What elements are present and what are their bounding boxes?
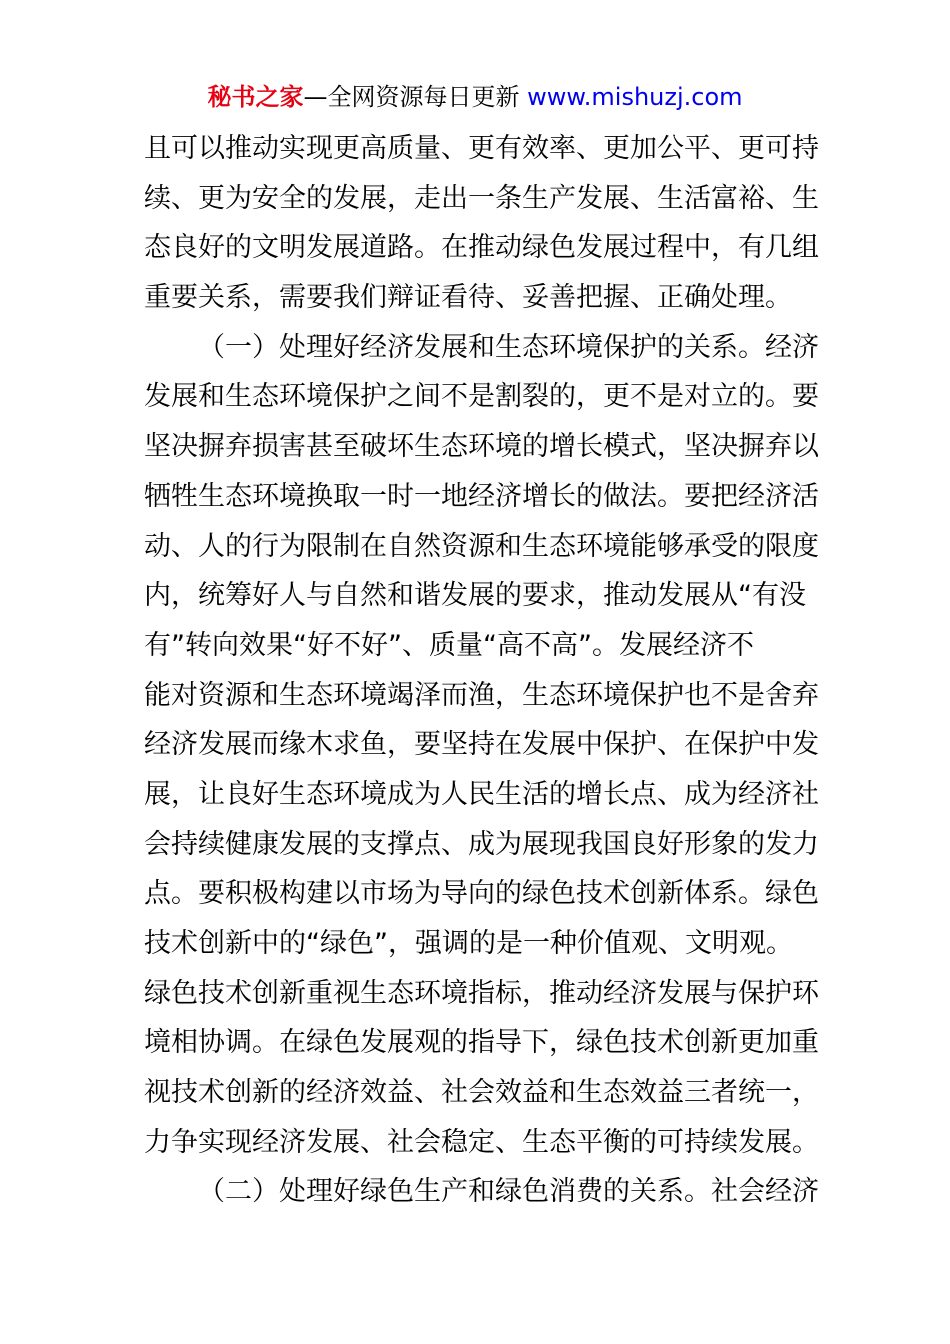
text-line: 境相协调。在绿色发展观的指导下，绿色技术创新更加重: [144, 1027, 819, 1059]
text-line: 坚决摒弃损害甚至破坏生态环境的增长模式，坚决摒弃以: [144, 431, 819, 463]
text-line: 牺牲生态环境换取一时一地经济增长的做法。要把经济活: [144, 480, 819, 512]
section-heading-line: （二）处理好绿色生产和绿色消费的关系。社会经济: [198, 1176, 819, 1208]
text-line: 态良好的文明发展道路。在推动绿色发展过程中，有几组: [144, 232, 819, 264]
text-line: 且可以推动实现更高质量、更有效率、更加公平、更可持: [144, 133, 819, 164]
page-header: [0, 80, 950, 114]
text-line: 技术创新中的“绿色”，强调的是一种价值观、文明观。: [144, 928, 793, 959]
brand-name: 秘书之家: [207, 83, 304, 111]
text-line: 会持续健康发展的支撑点、成为展现我国良好形象的发力: [144, 828, 819, 860]
document-body: [144, 124, 824, 1217]
text-line: 续、更为安全的发展，走出一条生产发展、生活富裕、生: [144, 182, 819, 214]
text-line: 绿色技术创新重视生态环境指标，推动经济发展与保护环: [144, 977, 819, 1009]
header-tagline: —全网资源每日更新: [303, 83, 528, 111]
text-line: 视技术创新的经济效益、社会效益和生态效益三者统一，: [144, 1077, 819, 1109]
text-line: 发展和生态环境保护之间不是割裂的，更不是对立的。要: [144, 381, 819, 413]
website-link[interactable]: www.mishuzj.com: [527, 83, 743, 111]
text-line: 重要关系，需要我们辩证看待、妥善把握、正确处理。: [144, 282, 792, 314]
text-line: 能对资源和生态环境竭泽而渔，生态环境保护也不是舍弃: [144, 679, 819, 711]
text-line: 点。要积极构建以市场为导向的绿色技术创新体系。绿色: [144, 878, 819, 910]
text-line: 展，让良好生态环境成为人民生活的增长点、成为经济社: [144, 778, 819, 810]
text-line: 力争实现经济发展、社会稳定、生态平衡的可持续发展。: [144, 1126, 819, 1158]
section-heading-line: （一）处理好经济发展和生态环境保护的关系。经济: [198, 331, 819, 363]
text-line: 经济发展而缘木求鱼，要坚持在发展中保护、在保护中发: [144, 729, 819, 761]
text-line: 动、人的行为限制在自然资源和生态环境能够承受的限度: [144, 530, 819, 562]
text-line: 有”转向效果“好不好”、质量“高不高”。发展经济不: [144, 629, 754, 661]
text-line: 内，统筹好人与自然和谐发展的要求，推动发展从“有没: [144, 580, 806, 612]
